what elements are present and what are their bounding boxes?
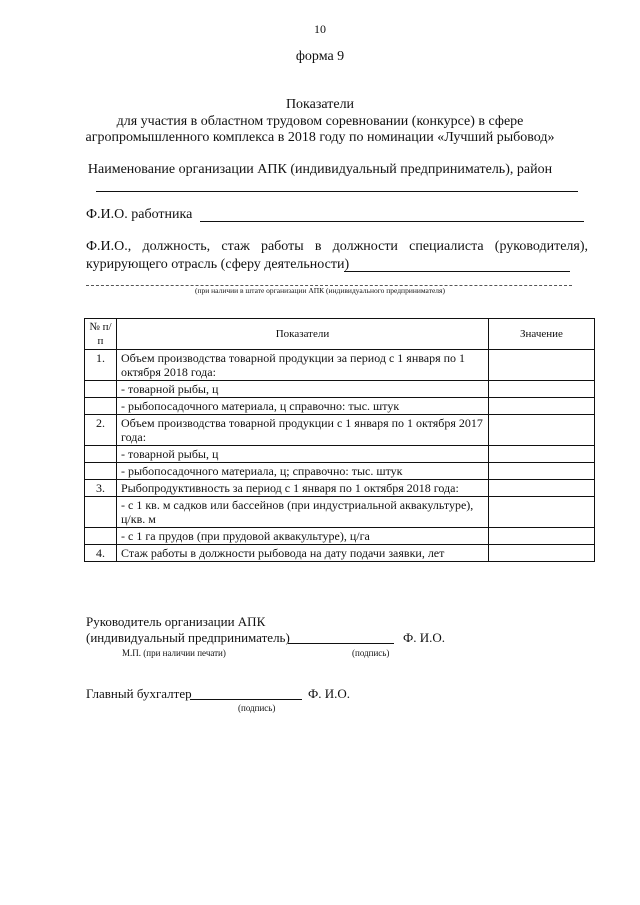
value-cell[interactable] xyxy=(489,545,595,562)
row-num xyxy=(85,446,117,463)
table-row xyxy=(85,463,595,480)
value-cell[interactable] xyxy=(489,480,595,497)
specialist-note: (при наличии в штате организации АПК (индивидуального предпринимателя) xyxy=(195,286,445,295)
specialist-label-line2: курирующего отрасль (сферу деятельности) xyxy=(86,257,350,272)
row-num xyxy=(85,398,117,415)
row-text: Рыбопродуктивность за период с 1 января по 1 октября 2018 года: xyxy=(117,480,489,497)
table-row xyxy=(85,398,595,415)
row-text: - с 1 кв. м садков или бассейнов (при индустриальной аквакультуре), ц/кв. м xyxy=(117,497,489,528)
table-row xyxy=(85,480,595,497)
row-text: Объем производства товарной продукции за период с 1 января по 1 октября 2018 года: xyxy=(117,350,489,381)
table-row xyxy=(85,415,595,446)
row-text: - товарной рыбы, ц xyxy=(117,446,489,463)
row-num: 4. xyxy=(85,545,117,562)
row-num: 3. xyxy=(85,480,117,497)
org-name-label: Наименование организации АПК (индивидуальный предприниматель), район xyxy=(87,162,553,177)
value-cell[interactable] xyxy=(489,463,595,480)
head-label-line2: (индивидуальный предприниматель) xyxy=(86,630,290,645)
value-cell[interactable] xyxy=(489,446,595,463)
row-text: Объем производства товарной продукции с 1 января по 1 октября 2017 года: xyxy=(117,415,489,446)
row-text: - рыбопосадочного материала, ц; справочно: тыс. штук xyxy=(117,463,489,480)
specialist-label-line1: Ф.И.О., должность, стаж работы в должности специалиста (руководителя), xyxy=(86,239,588,254)
head-label-line1: Руководитель организации АПК xyxy=(86,614,266,629)
value-cell[interactable] xyxy=(489,528,595,545)
accountant-signature-line[interactable] xyxy=(190,699,302,700)
specialist-field-line[interactable] xyxy=(344,271,570,272)
row-text: Стаж работы в должности рыбовода на дату подачи заявки, лет xyxy=(117,545,489,562)
value-cell[interactable] xyxy=(489,381,595,398)
row-num xyxy=(85,497,117,528)
subtitle-line: для участия в областном трудовом соревновании (конкурсе) в сфере xyxy=(116,114,524,129)
head-fio: Ф. И.О. xyxy=(403,630,446,645)
header-indicator: Показатели xyxy=(117,319,489,350)
table-header-row xyxy=(85,319,595,350)
row-text: - товарной рыбы, ц xyxy=(117,381,489,398)
value-cell[interactable] xyxy=(489,350,595,381)
page-number: 10 xyxy=(314,22,326,36)
row-num: 2. xyxy=(85,415,117,446)
document-title: Показатели xyxy=(285,97,355,112)
head-sign-hint: (подпись) xyxy=(352,648,390,658)
table-row xyxy=(85,545,595,562)
table-row xyxy=(85,381,595,398)
value-cell[interactable] xyxy=(489,398,595,415)
subtitle-line: агропромышленного комплекса в 2018 году по номинации «Лучший рыбовод» xyxy=(85,130,555,145)
row-num: 1. xyxy=(85,350,117,381)
document-subtitle xyxy=(60,114,580,146)
stamp-note: М.П. (при наличии печати) xyxy=(122,648,226,658)
accountant-label: Главный бухгалтер xyxy=(86,686,192,701)
accountant-fio: Ф. И.О. xyxy=(308,686,351,701)
table-row xyxy=(85,446,595,463)
row-text: - с 1 га прудов (при прудовой аквакультуре), ц/га xyxy=(117,528,489,545)
header-num: № п/п xyxy=(85,319,117,350)
table-row xyxy=(85,497,595,528)
worker-name-label: Ф.И.О. работника xyxy=(86,207,193,222)
row-num xyxy=(85,463,117,480)
row-num xyxy=(85,381,117,398)
head-signature-line[interactable] xyxy=(288,643,394,644)
row-num xyxy=(85,528,117,545)
worker-name-field-line[interactable] xyxy=(200,221,584,222)
table-row xyxy=(85,528,595,545)
table-row xyxy=(85,350,595,381)
value-cell[interactable] xyxy=(489,497,595,528)
org-name-field-line[interactable] xyxy=(96,191,578,192)
form-label: форма 9 xyxy=(295,49,345,64)
header-value: Значение xyxy=(489,319,595,350)
indicators-table xyxy=(84,318,595,562)
value-cell[interactable] xyxy=(489,415,595,446)
row-text: - рыбопосадочного материала, ц справочно: тыс. штук xyxy=(117,398,489,415)
accountant-sign-hint: (подпись) xyxy=(238,703,276,713)
